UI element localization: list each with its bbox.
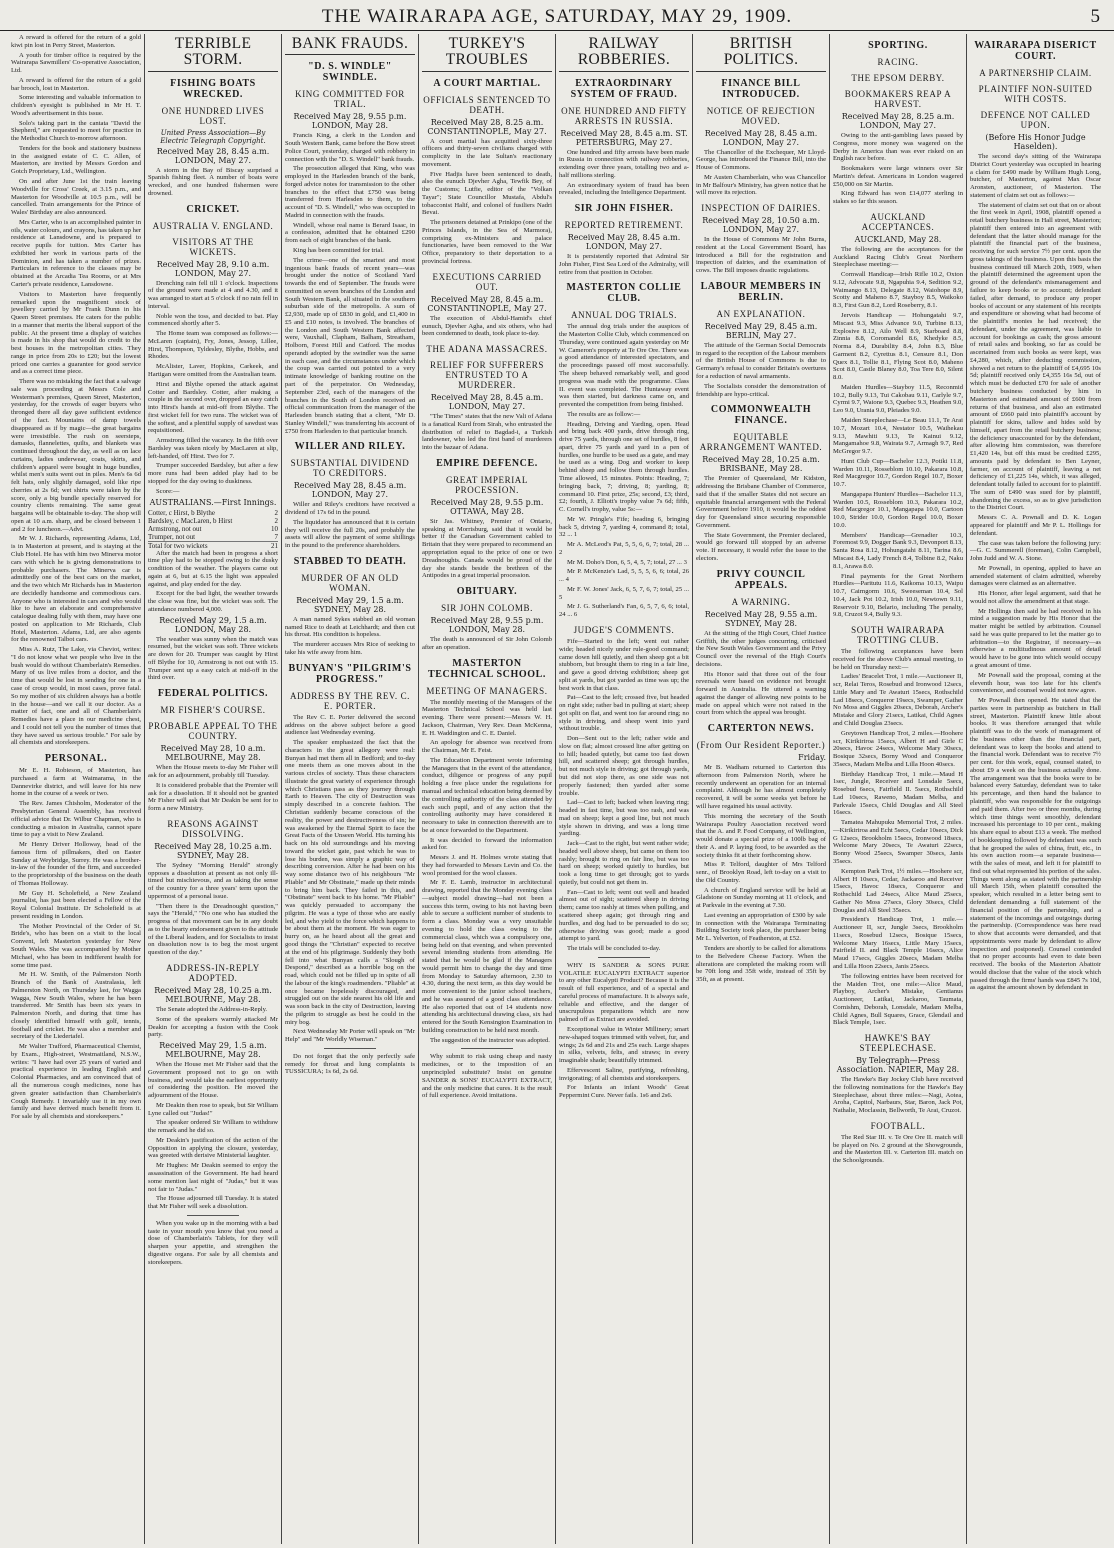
dateline: Received May 28, 9.55 a.m. SYDNEY, May 28.	[704, 609, 818, 628]
paragraph: His Honor said that three out of the four reversals were based on evidence not brought forward in Australia. He uttered a warning against the danger of allowing new points to be made on appeal which were not raised in the court from which the appeal was brought.	[696, 670, 826, 717]
dateline: Received May 28, 10.25 a.m. BRISBANE, May 28.	[702, 455, 820, 474]
advertisement: Why submit to risk using cheap and nasty medicines, or to the imposition of an unprincipled substitute? Insist on genuine SANDER & SONS' EUCALYPTI EXTRACT, and the only medicine that cures. It is the result of full experience. Avoid imitations.	[422, 1053, 552, 1100]
paragraph: The Chancellor of the Exchequer, Mr Lloyd-George, has introduced the Finance Bill, into the House of Commons.	[696, 148, 826, 172]
paragraph: Jack—Cast to the right, but went rather wide; headed well above sheep, but came on them too rashly; brought to ring on fair line, but was too hard on sheep; worked quietly to hurdles, but took a long time to get through; got to yards quietly, but could not get them in.	[559, 840, 689, 886]
subheading: SIR JOHN COLOMB.	[441, 603, 533, 614]
paragraph: The Premier of Queensland, Mr Kidston, addressing the Brisbane Chamber of Commerce, said that if the smaller States did not secure an equitable financial arrangement with the Federal Government before 1910, it would be the oddest day for Queensland since securing responsible Government.	[696, 475, 826, 529]
headline: TURKEY'S TROUBLES	[422, 36, 552, 72]
paragraph: Members' Handicap—Grenadier 10.3, Foremost 9.9, Dogger Bank 9.3, Devonport 8.13, Santa Rosa 8.12, Hohungatahi 8.11, Tarina 8.6, Miscast 8.4, Lady French 8.4, Tolbine 8.2, Naku 8.1, Arawa 8.0.	[833, 531, 963, 570]
paragraph: The attitude of the German Social Democrats in regard to the reception of the Labour members of the British House of Commons is due to Germany's refusal to consider Britain's overtures for a reduction of naval armaments.	[696, 341, 826, 381]
batsman: Trumper, not out	[148, 532, 196, 541]
paragraph: It was decided to forward the information asked for.	[422, 836, 552, 852]
paragraph: The Senate adopted the Address-in-Reply.	[156, 1006, 268, 1013]
dateline: United Press Association—By Electric Telegraph Copyright.	[160, 128, 266, 145]
paragraph: When the House meets to-day Mr Fisher will ask for an adjournment, probably till Tuesday.	[148, 764, 278, 779]
subheading: GREAT IMPERIAL PROCESSION.	[446, 474, 528, 495]
dateline: Received May 28, 8.45 a.m. ST. PETERSBURG, May 27.	[560, 128, 688, 147]
subheading: KING COMMITTED FOR TRIAL.	[295, 89, 405, 110]
subheading: RELIEF FOR SUFFERERS ENTRUSTED TO A MURDERER.	[429, 360, 545, 391]
paragraph: The State Government, the Premier declared, would go forward till stopped by an adverse vote. If necessary, it would refer the issue to the electors.	[696, 531, 826, 562]
result-line: Mr A. McLeod's Pat, 5, 5, 6, 6, 7; total, 28 ... 2	[559, 541, 689, 556]
paragraph: Five Hadjis have been sentenced to death, also the eunuch Djevher Agha, Tewfik Bey, of the Customs; Lutfie, editor of the "Volkan Tayar"; State Councillor Mustafa, Abdul's tobacconist Halif, and colonel of fusiliers Nadri Bevai.	[422, 170, 552, 217]
score-row	[148, 533, 278, 541]
paragraph: Greytown Handicap Trot, 2 miles.—Hoohere scr, Kirikiriroa 15secs, Albert H and Girle C 20secs, Havoc 24secs, Welcome Mary 30secs, Bosique 32secs, Borny Wood and Conqueror 35secs, Madam Melba and Lilla Hoon 40secs.	[833, 729, 963, 768]
paragraph: The trials will be concluded to-day.	[567, 945, 661, 953]
subheading: EXTRAORDINARY SYSTEM OF FRAUD.	[570, 77, 678, 100]
paragraph: Noble won the toss, and decided to bat. Play commenced shortly after 5.	[148, 312, 278, 328]
paragraph: The results are as follow:—	[567, 410, 641, 418]
paragraph: A man named Sykes stabbed an old woman named Rice to death at Leichhardt; and then cut his throat. His condition is hopeless.	[285, 615, 415, 639]
paragraph: Willer and Riley's creditors have received a dividend of 17s 6d in the pound.	[285, 501, 415, 517]
score-row	[148, 525, 278, 533]
subheading: EQUITABLE ARRANGEMENT WANTED.	[699, 432, 823, 453]
paragraph: Owing to the anti-gambling laws passed by Congress, more money was wagered on the Derby in America than was ever risked on an English race before.	[833, 132, 963, 163]
subheading: OBITUARY.	[456, 586, 518, 598]
dateline: Received May 28, 8.45 a.m. LONDON, May 27.	[567, 233, 681, 252]
paragraph: Bookmakers were large winners over Sir Martin's defeat. Americans in London wagered £50,000 on Sir Martin.	[833, 165, 963, 188]
paragraph: This morning the secretary of the South Wairarapa Poultry Association received word that the A. and P. Food Company, of Wellington, would donate a special prize of a 100lb bag of their A. and P. laying food, to be awarded as the society thinks fit at their forthcoming show.	[696, 812, 826, 859]
paragraph: It is considered probable that the Premier will ask for a dissolution. If it should not be granted Mr Fisher will ask that Mr Deakin be sent for to form a new Ministry.	[148, 781, 278, 813]
subheading: FISHING BOATS WRECKED.	[170, 77, 256, 100]
subheading: REPORTED RETIREMENT.	[564, 220, 684, 231]
paragraph: Mr Henry Driver Holloway, head of the famous firm of pillmakers, died on Easter Sunday at Weybridge, Surrey. He was a brother-in-law of the founder of the firm, and succeeded to the proprietorship of the business on the death of Thomas Holloway.	[11, 841, 141, 887]
paragraph: A court martial has acquitted sixty-three officers and thirty-seven civilians charged with complicity in the late Sultan's reactionary movement.	[422, 137, 552, 168]
headline: BANK FRAUDS.	[285, 36, 415, 55]
subheading: SUBSTANTIAL DIVIDEND TO CREDITORS.	[290, 458, 410, 479]
dateline: Received May 29, 1.5 a.m. LONDON, May 28.	[159, 615, 267, 634]
divider	[598, 957, 650, 958]
dateline: Received May 28, 8.25 a.m. LONDON, May 27.	[841, 112, 955, 130]
dateline: Received May 28, 8.45 a.m. LONDON, May 27.	[430, 393, 544, 412]
paragraph: Mr Hollings then said he had received in his mind a suggestion made by His Honor that the matter might be settled by arbitration. Counsel said he was quite prepared to let the matter go to arbitration—to the Registrar, if necessary—as otherwise a multitudinous amount of detail would have to be gone into which would occupy a great amount of time.	[970, 607, 1101, 669]
subheading: THE ADANA MASSACRES.	[426, 344, 548, 355]
paragraph: The execution of Abdul-Hamid's chief eunuch, Djevher Agha, and six others, who had been condemned to death, took place to-day.	[422, 314, 552, 338]
masthead-title: THE WAIRARAPA AGE, SATURDAY, MAY 29, 1909.	[321, 6, 793, 27]
paragraph: The speaker emphasized the fact that the characters in the great allegory were real: Bunyan had met them all in Bedford; and to-day one meets them as one moves about in the various circles of society. Thus these characters illustrate the great variety of experience through which Christians pass as they journey through Earth to Heaven. The city of Destruction was simply described in a concrete fashion. The Christian suddenly became conscious of the reality, the power and destructiveness of sin; he was awakened by the Eternal Spirit to face the Great Facts of the Unseen World. His turning his back on his old surroundings and his moving toward the wicket gate, past which he was to lose his burden, was simply a graphic way of describing conversion. After he had been on his way some distance two of his neighbours "Mr Pliable" and Mr Obstinate," made up their minds to bring him back. They failed in this, and "Obstinate" went back to his home. "Mr Pliable" was quickly persuaded to accompany the pilgrim. He was a type of those who are easily led, and who yield to the force which happens to be about them at the moment. He was eager to hurry on, as he heard about all the great and good things the "Christian" expected to receive at the end of his pilgrimage. Suddenly they both fell into what Bunyan calls a "Slough of Despond," described as a horrible bog on the road, which could not be filled up in spite of all the labour of the king's roadmenders. "Pliable" at once became hopelessly discouraged, and struggled out on the side nearest his old life and was soon back in the city of Destruction, leaving the pilgrim to struggle as best he could in the miry bog.	[285, 739, 415, 1026]
paragraph: Francis King, a clerk in the London and South Western Bank, came before the Bow street Police Court, yesterday, charged with robbery in connection with the "D. S. Windell" bank frauds.	[285, 132, 415, 163]
subheading: JUDGE'S COMMENTS.	[573, 624, 675, 635]
dateline: Received May 28, 9.55 p.m. LONDON, May 28.	[430, 616, 544, 635]
paragraph: The Home team was composed as follows:—McLaren (captain), Fry, Jones, Jessop, Lillee, Hirst, Thompson, Tyldesley, Blythe, Hobbs, and Rhodes.	[148, 330, 278, 361]
subheading: FINANCE BILL INTRODUCED.	[721, 77, 801, 100]
subheading: EMPIRE DEFENCE.	[436, 457, 538, 469]
divider	[324, 1048, 376, 1049]
advertisement: Exceptional value in Winter Millinery; smart new-shaped toques trimmed with velvet, fur, and wings; 2s 6d and 21s and 25s each. Large shapes in silks, velvets, felts, and straws; in every imaginable shade; beautifully trimmed.	[559, 1025, 689, 1065]
subheading: (From Our Resident Reporter.)	[696, 740, 826, 751]
paragraph: Trumper succeeded Bardsley, but after a few more runs had been added play had to be stopped for the day owing to duskiness.	[148, 462, 278, 485]
score-row	[148, 517, 278, 525]
paragraph: Last evening an appropriation of £300 by sale in connection with the Wairarapa Terminating Building Society took place, the purchaser being Mr L. Yelverton, of Featherston, at £52.	[696, 911, 826, 943]
subheading: THE EPSOM DERBY.	[851, 73, 945, 83]
score-heading: Score:—	[156, 487, 180, 495]
paragraph: The statement of claim set out that on or about the first week in April, 1908, plaintiff opened a retail butchery business in Hall street, Masterton; plaintiff then entered into an agreement with defendant that the latter should manage for the plaintiff the financial part of the business, receiving for such service 7½ per cent. upon the gross takings of the business. Upon this basis the business continued till March 20th, 1909, when the plaintiff determined the agreement upon the ground of the defendant's mismanagement and failure to keep books or to account; defendant failed, after demand, to produce any proper books of account or any statement of his receipts and expenditure or showing what had become of the plaintiff's monies he had received; the defendant, under the agreement, was liable to account for bookings as cash; the gross amount of retail sales and booking, so far as could be ascertained from such books as were kept, was £4,280, which, after deducting commission, showed a net return to the plaintiff of £4,695 10s 5d; plaintiff received only £4,355 16s 5d, out of which must be deducted £70 for sale of another butchery business conducted by him in Masterton and estimated amount of £600 from returns of that business, and also an estimated amount of £660 paid into plaintiff's account by plaintiff for skins, tallow and hides sold by himself, apart from the retail butchery business; the deficiency unaccounted for by the defendant, after allowing him commission, was therefore £1,420 14s, but off this must be credited £295, amounts paid by defendant to Ben Leyner, farmer, on account of plaintiff, leaving a net deficiency of £1,225 14s, which, it was alleged, defendant totally failed to account for to plaintiff. The sum of £490 was sued for by plaintiff, abandoning the excess, so as to give jurisdiction to the District Court.	[970, 201, 1101, 512]
paragraph: Hunt Club Cup—Bachelor 12.3, Potiki 11.8, Warden 10.11, Rosseblom 10.10, Pakarara 10.8, Red Macgregor 10.7, Gordon Regel 10.7, Boxer 10.7.	[833, 457, 963, 489]
advertisement: Do not forget that the only perfectly safe remedy for throat and lung complaints is TUSSICURA; 1s 6d, 2s 6d.	[285, 1052, 415, 1076]
paragraph: The crime—one of the smartest and most ingenious bank frauds of recent years—was brought under the notice of Scotland Yard towards the end of September. The frauds were committed on seven branches of the London and South Western Bank, all situated in the southern suburban side of the metropolis. A sum of £2,930, made up of £830 in gold, and £1,400 in £5 and £10 notes, is involved. The branches of the London and South Western Bank affected were, Vauxhall, Clapham, Balham, Streatham, Holborn, Forest Hill and Catford. The modus operandi adopted by the swindler was the same in each case, and the circumstances under which the coup was carried out pointed to a very intimate knowledge of banking routine on the part of the perpetrator. On Wednesday, September 23rd, each of the managers of the branches in the South of London received an official communication from the manager of the Harlesden branch stating that a client, "Mr D. Stanley Windell," was transferring his account of £750 from Harlesden to that particular branch.	[285, 256, 415, 435]
paragraph: President's Handicap Trot, 1 mile.—Auctioneer II, scr, Jungle 3secs, Brookholm 11secs, Rosebud 12secs, Bosique 15secs, Welcome Mary 16secs, Little Mary 15secs, Fairfield II. and Black Temple 16secs, Alice Maud 17secs, Giggles 20secs, Madam Melba and Lilla Hoon 22secs, Janis 25secs.	[833, 916, 963, 970]
paragraph: Mr Walter Trafford, Pharmaceutical Chemist, by Exam., High-street, Westmaitland, N.S.W., writes: "I have had over 25 years of varied and practical experience in leading English and Colonial Pharmacies, and am convinced that of all the numerous cough medicines, none has given greater satisfaction than Chamberlain's Cough Remedy. I invariably use it in my own family and have derived much benefit from it. For sale by all chemists and storekeepers."	[11, 1043, 141, 1121]
paragraph: Mr Deakin then rose to speak, but Sir William Lyne called out "Judas!"	[148, 1101, 278, 1117]
subheading: BUNYAN'S "PILGRIM'S PROGRESS."	[288, 662, 412, 685]
headline: TERRIBLE STORM.	[148, 36, 278, 72]
paragraph: The House adjourned till Tuesday. It is stated that Mr Fisher will seek a dissolution.	[148, 1195, 278, 1211]
paragraph: Miss A. Rutz, The Lake, via Cheviot, writes: "I do not know what we people who live in the bush would do without Chamberlain's Remedies. Many of us live miles from a doctor, and the time that would be lost in sending for one in a case of croup would, in most cases, prove fatal. So my mother of six children always has a bottle in the house—and we call it our doctor. As a matter of fact, one and all of Chamberlain's Remedies have a place in our medicine chest, and I could not tell you the number of times that they have saved us serious trouble." For sale by all chemists and storekeepers.	[11, 646, 141, 747]
score-title: AUSTRALIANS.—First Innings.	[149, 497, 277, 507]
paragraph: The prosecution alleged that King, who was employed in the Harlesden branch of the bank, forged advice notes for transmission to the other branches to the effect that £750 was being transferred from Harlesden to them, to the account of "D. S. Windell," who was occupied in Madrid in connection with the frauds.	[285, 165, 415, 219]
paragraph: A reward is offered for the return of a gold bar brooch, lost in Masterton.	[11, 76, 141, 92]
dateline: Received May 28, 10.25 a.m. SYDNEY, May 28.	[154, 841, 272, 860]
paragraph: The Education Department wrote informing the Managers that in the event of the attendance, conduct, diligence or progress of any pupil holding a free place under the regulations for manual and technical education being deemed by the controlling authority of the class attended by each such pupil, and of any action that the controlling authority may have considered it necessary to take in connection therewith are to be at once forwarded to the Department.	[422, 756, 552, 834]
batsman: Armstrong, not out	[148, 524, 202, 533]
paragraph: Mr E. H. Robieson, of Masterton, has purchased a farm at Waimarama, in the Dannevirke district, and will leave for his new home in the course of a week or two.	[11, 767, 141, 798]
score-row	[148, 509, 278, 517]
subheading: AUSTRALIA V. ENGLAND.	[152, 220, 274, 231]
subheading: PRIVY COUNCIL APPEALS.	[716, 568, 806, 591]
subheading: INSPECTION OF DAIRIES.	[701, 203, 821, 214]
subheading: SIR JOHN FISHER.	[574, 203, 674, 215]
dateline: Received May 28, 8.45 a.m. LONDON, May 27.	[704, 128, 818, 147]
paragraph: The Rev C. E. Porter delivered the second address on the above subject before a good audience last Wednesday evening.	[285, 713, 415, 737]
subheading: AUCKLAND ACCEPTANCES.	[861, 211, 935, 232]
advertisement: When you wake up in the morning with a bad taste in your mouth you know that you need a dose of Chamberlain's Tablets, for they will sharpen your appetite, and strengthen the digestive organs. For sale by all chemists and storekeepers.	[148, 1219, 278, 1266]
paragraph: The Socialists consider the demonstration of friendship are hypo-critical.	[696, 382, 826, 398]
masthead	[0, 0, 1114, 31]
dateline: Received May 28, 10.50 a.m. LONDON, May 27.	[702, 216, 820, 235]
dateline: Received May 28, 8.45 a.m. LONDON, May 27.	[156, 146, 270, 165]
subheading: A COURT MARTIAL.	[433, 77, 541, 89]
local-notes	[11, 34, 141, 747]
dateline: Received May 28, 8.45 a.m. LONDON, May 27.	[293, 481, 407, 500]
paragraph: His Honor, after legal argument, said that he would not allow the amendment at that stage.	[970, 590, 1101, 605]
paragraph: Windell, whose real name is Berard Isaac, in a confession, admitted that he obtained £290 from each of eight branches of the bank.	[285, 221, 415, 245]
subheading: EXECUTIONS CARRIED OUT.	[432, 271, 542, 292]
paragraph: Heading, Driving and Yarding, open. Head and bring back 400 yards, drive through ring, drive 75 yards, through one set of hurdles, 8 feet apart, drive 75 yards and yard in a pen of hurdles, one hurdle to be used as a gate, and may be used as a wing. Dog and worker to keep behind sheep and follow them through hurdles. Time allowed, 15 minutes. Points: Heading, 7; bringing back, 7; driving, 8; yarding, 8; command 10. First prize, 25s; second, £3; third, £2; fourth, J. Elliott's trophy value 7s 6d; fifth, C. Cornell's trophy, value 5s:—	[559, 420, 689, 514]
paragraph: Ladies' Bracelet Trot, 1 mile.—Auctioneer II, scr, Relai Teros, Rosebud and Ironwood 12secs, Little Mary and Te Awaturi 15secs, Rothschild Lad 18secs, Conqueror 19secs, Swamper, Gather No Moss and Giggles 20secs, Deborah, Archer's Mistake and Glory 21secs, Latikai, Child Agnes and Child Douglas 23secs.	[833, 673, 963, 727]
paragraph: Messrs J. and H. Holmes wrote stating that they had forwarded to Messrs Levin and Co. the wool promised for the wool classes.	[422, 854, 552, 877]
subheading: AN EXPLANATION.	[716, 308, 806, 319]
paragraph: A storm in the Bay of Biscay surprised a Spanish fishing fleet. A number of boats were wrecked, and one hundred fishermen were drowned.	[148, 166, 278, 197]
subheading: OFFICIALS SENTENCED TO DEATH.	[423, 94, 551, 115]
paragraph: At the sitting of the High Court, Chief Justice Griffith, the other judges concurring, criticised the New South Wales Government and the Privy Council over the reversal of the High Court's decisions.	[696, 629, 826, 668]
dateline: Received May 28, 10 a.m. MELBOURNE, May 28.	[160, 744, 266, 763]
paragraph: Some interesting and valuable information to children's eyesight is published in Mr H. T. Wood's advertisement in this issue.	[11, 94, 141, 117]
paragraph: Mr W. J. Richards, representing Adams, Ltd, is in Masterton at present, and is staying at the Club Hotel. He has with him two Minerva motor cars with which he is giving demonstrations to probable purchasers. The Minerva car is admittedly one of the best cars on the market, and the two which Mr Richards has in Masterton are decidedly handsome and commodious cars. Anyone who is interested in cars and who would like to have an elaborate and comprehensive catalogue dealing fully with them, may have one posted on application to Mr Richards, Club Hotel, Masterton. Adams, Ltd, are also agents for the renowned Talbot cars.	[11, 535, 141, 644]
column-2	[145, 34, 282, 1544]
paragraph: One hundred and fifty arrests have been made in Russia in connection with railway robberies, extending over three years, totalling two and a-half millions sterling.	[559, 148, 689, 179]
paragraph: Mrs Carter, who is an accomplished painter in oils, water colours, and crayons, has taken up her residence at Lansdowne, and is prepared to receive pupils for tuition. Mrs Carter has exhibited her work in various parts of the Dominion, and has taken a number of prizes. Particulars in reference to the classes may be obtained at the Arcadia Tea Rooms, or at Mrs Carter's private residence, Lansdowne.	[11, 218, 141, 288]
divider	[461, 1048, 513, 1049]
paragraph: Cornwall Handicap—Irish Rifle 10.2, Oxton 9.12, Advocate 9.8, Ngapuhia 9.4, Sedition 9.2, Waimango 8.13, Delegate 8.12, Waiohope 8.9, Scotty and Maheno 8.7, Stayboy 8.5, Waikoko 8.3, First Gun 8.2, Lord Roseberry, 8.1.	[833, 271, 963, 310]
paragraph: Some of the speakers warmly attacked Mr Deakin for accepting a fusion with the Cook party.	[148, 1015, 278, 1039]
paragraph: Don—Sent out to the left; rather wide and slow on flat; almost crossed line after getting on to hill; headed quietly, but came too fast down hill, and scattered sheep; got through hurdles, but not much style in driving; got through yards, but did not stop there, as one side was not properly fastened; then yarded after some trouble.	[559, 735, 689, 797]
paragraph: After the match had been in progress a short time play had to be stopped owing to the dusky condition of the weather. The players came out again at 6, but at 6.15 the light was appealed against, and play ended for the day.	[148, 549, 278, 588]
paragraph: On and after June 1st the train leaving Woodville for Cross' Creek, at 3.15 p.m., and Masterton for Woodville at 10.5 p.m., will be cancelled. Train arrangements for the Prince of Wales' Birthday are also announced.	[11, 178, 141, 217]
paragraph: Mr Guy H. Scholefield, a New Zealand journalist, has just been elected a Fellow of the Royal Colonial Institute. Dr Scholefield is at present residing in London.	[11, 889, 141, 920]
paragraph: The monthly meeting of the Managers of the Masterton Technical School was held last evening. There were present:—Messrs W. H. Jackson, Chairman, Very Rev. Dean McKenna, E. H. Waddington and C. E. Daniel.	[422, 698, 552, 737]
paragraph: An apology for absence was received from the Chairman, Mr E. Feist.	[422, 739, 552, 755]
dateline: Friday.	[798, 753, 826, 763]
column-8	[967, 34, 1104, 1544]
paragraph: The suggestion of the instructor was adopted.	[430, 1036, 550, 1044]
paragraph: Lad—Cast to left; backed when leaving ring; headed in fast time, but was too rash, and was mad on sheep; kept a good line, but not much style shown in driving, and was a long time yarding.	[559, 799, 689, 838]
headline: RAILWAY ROBBERIES.	[559, 36, 689, 72]
subheading: FEDERAL POLITICS.	[157, 688, 269, 700]
score-table	[148, 509, 278, 550]
result-line: Mr J. G. Sutherland's Fan, 6, 5, 7, 6, 6; total, 24 ... 6	[559, 603, 689, 619]
paragraph: Mr Pownall said the proposal, coming at the eleventh hour, was too late for his client's convenience, and counsel would not now agree.	[970, 671, 1101, 695]
paragraph: Mangapapa Hunters' Hurdles—Bachelor 11.3, Warden 10.5, Rosseblom 10.3, Pakarara 10.2, Red Macgregor 10.1, Mangapapa 10.0, Cartoon 10.0, Strider 10.0, Gordon Regel 10.0, Boxer 10.0.	[833, 490, 963, 529]
subheading: CARTERTON NEWS.	[707, 723, 815, 735]
paragraph: A reward is offered for the return of a gold kiwi pin lost in Perry Street, Masterton.	[11, 34, 141, 49]
batsman: Cotter, c Hirst, b Blythe	[148, 508, 215, 517]
score-row	[148, 541, 278, 550]
subheading: CRICKET.	[186, 203, 240, 215]
subheading: MASTERTON TECHNICAL SCHOOL.	[427, 657, 546, 680]
total-label: Total for two wickets	[148, 541, 208, 550]
paragraph: Mr Austen Chamberlain, who was Chancellor in Mr Balfour's Ministry, has given notice that he will move its rejection.	[696, 173, 826, 197]
paragraph: Maiden Hurdles—Stayboy 11.5, Reconmid 10.2, Bully 9.13, Tui Cakobau 9.11, Carlyle 9.7, Cyrmi 9.7, Waione 9.3, Quebec 9.3, Heathen 9.0, Leo 9.0, Urania 9.0, Pleiades 9.0.	[833, 383, 963, 415]
result-line: Mr F. W. Jones' Jack, 6, 5, 7, 6, 7; total, 25 ... 5	[559, 585, 689, 601]
paragraph: Fan—Cast to left; went out well and headed almost out of sight; scattered sheep in driving them; came too rashly at times when pulling, and scattered sheep again; got through ring and hurdles, and dog had to be persuaded to do so; otherwise driving was good; made a good attempt to yard.	[559, 888, 689, 943]
paragraph: The Sydney "Morning Herald" strongly opposes a dissolution at present as not only ill-timed but mischievous, and as taking the sense of the country for a three years' term upon the uppermost of a personal issue.	[148, 861, 278, 900]
paragraph: The Mother Provincial of the Order of St. Bride's, who has been on a visit to the local Convent, left Masterton yesterday for New South Wales. She was accompanied by Mother Michael, who has been in indifferent health for some time past.	[11, 922, 141, 969]
paragraph: The death is announced of Sir John Colomb after an operation.	[422, 636, 552, 651]
subheading: DEFENCE NOT CALLED UPON.	[980, 110, 1091, 130]
paragraph: The speaker ordered Sir William to withdraw the remark and he did so.	[148, 1119, 278, 1135]
paragraph: Armstrong filled the vacancy. In the fifth over Bardsley was taken nicely by MacLaren at slip, left-handed, off Hirst. Two for 7.	[148, 437, 278, 460]
subheading: HAWKE'S BAY STEEPLECHASE.	[859, 1033, 937, 1054]
paragraph: Pat—Cast to the left; crossed five, but headed on right side; rather bad in pulling at start; sheep got split on flat, and went too far around ring; no style in driving, and sheep went into yard without trouble.	[559, 694, 689, 733]
paragraph: Hirst and Blythe opened the attack against Cotter and Bardsley. Cotter, after making a couple in the second over, dropped an easy catch into Hirst's hands at mid-off from Blythe. The first wicket fell for two runs. The wicket was of the softest, and a plentiful supply of sawdust was requisitioned.	[148, 380, 278, 435]
paragraph: There was no mistaking the fact that a salvage sale was proceeding at Messrs Cole and Westerman's premises, Queen Street, Masterton, yesterday, for the crowds of eager buyers who thronged there all day gave sufficient evidence of the fact. Mountains of damp towels disappeared as if by magic—the great bargains were irresistible. The rush on seersteps, damasks, flannelettes, quilts, and blankets was continued throughout the day, as well as on lace curtains, ladies underwear, coats, skirts, and children's apparel were bought in huge bundles, whilst men's suits went out in piles. Men's 6s 6d felt hats, only slightly damaged, sold like ripe cherries at 2s 6d; wet shirts were taken by the score, only a big bundle specially reserved for country clients remaining. The same great bargains will be obtainable to-day. The shop will open at 10 a.m. sharp, and be closed between 1 and 2 for luncheon.—Advt.	[11, 378, 141, 533]
runs: 10	[271, 524, 278, 533]
subheading: SOUTH WAIRARAPA TROTTING CLUB.	[851, 625, 945, 646]
paragraph: The Red Star III. v. Te Ore Ore II. match will be played on No. 2 ground at the Showgrounds, and the Masterton III. v. Carterton III. match on the Schoolgrounds.	[833, 1133, 963, 1165]
runs: 2	[274, 508, 278, 517]
subheading: REASONS AGAINST DISSOLVING.	[167, 818, 259, 839]
personal-heading: PERSONAL.	[44, 753, 108, 765]
dateline: By Telegraph—Press Association. NAPIER, May 28.	[836, 1056, 960, 1075]
subheading: LABOUR MEMBERS IN BERLIN.	[700, 280, 822, 303]
subheading: RACING.	[877, 57, 919, 67]
paragraph: The following entries have been received for the Maiden Trot, one mile:—Alice Maud, Playboy, Archer's Mistake, Gentianus Auctioneer, Latikai, Jackaroo, Taumata, Cornishm, Deborah, Lonsdale, Madam Melba, Child Agnes, Bull Squares, Grace, Glendail and Black Temple, 1sec.	[833, 972, 963, 1027]
paragraph: Fife—Started to the left; went out rather wide; headed nicely under rule-good command; came down hill quietly, and then sheep got a bit stubborn, but brought them to ring in a fair line, and gave a good driving exhibition; sheep got split at yards, but got yarded as time was up; the best work in that class.	[559, 637, 689, 692]
column-5	[556, 34, 693, 1544]
column-3	[282, 34, 419, 1544]
dateline: Received May 29, 1.5 a.m. SYDNEY, May 28.	[296, 595, 404, 614]
headline: SPORTING.	[868, 40, 928, 51]
paragraph: A youth for timber office is required by the Wairarapa Sawmillers' Co-operative Association, Ltd.	[11, 51, 141, 75]
paragraph: Solo's taking part in the cantata "David the Shepherd," are requested to meet for practice in the Methodist Church to-morrow afternoon.	[11, 119, 141, 143]
headline: WAIRARAPA DISERICT COURT.	[974, 40, 1097, 62]
paragraph: Miss P. Telford, daughter of Mrs Telford senr., of Brooklyn Road, left to-day on a visit to the Old Country.	[696, 861, 826, 884]
paragraph: The weather was sunny when the match was resumed, but the wicket was soft. Three wickets are down for 20. Trumper was caught by Hirst off Blythe for 10, Armstrong is not out with 15. Trumper sent up a easy catch at mid-off in the third over.	[148, 635, 278, 682]
paragraph: The prisoners detained at Prinkipo (one of the Princes Islands, in the Sea of Marmora), comprising ex-Ministers and palace functionaries, have been removed to the War Office, preparatory to their deportation to a provincial fortress.	[422, 219, 552, 266]
dateline: AUCKLAND, May 28.	[854, 234, 942, 244]
subheading: ADDRESS-IN-REPLY ADOPTED.	[166, 963, 260, 983]
paragraph: "The Times" states that the new Vali of Adana is a fanatical Kurd from Sirah, who entrusted the distribution of relief to Bagdad-i, a Turkish landowner, who led the first band of murderers into the bazaar of Adana.	[422, 413, 552, 452]
subheading: ANNUAL DOG TRIALS.	[570, 310, 678, 321]
subheading: MR FISHER'S COURSE.	[160, 705, 266, 716]
paragraph: The case was taken before the following jury:—G. C. Summerell (foreman), Colin Campbell, John Judd and W. A. Stone.	[970, 539, 1101, 563]
paragraph: King has been committed for trial.	[293, 246, 384, 254]
paragraph: Maiden Steeplechase—Le Beau 11.1, Te Arai 10.7, Mozart 10.4, Nestator 10.5, Waihekau 9.13, Mawhiti 9.13, Te Kainui 9.12, Mangamahoe 9.8, Wairata 9.7, Armagh 9.7, Red McGregor 9.7.	[833, 416, 963, 456]
dateline: Received May 28, 9.10 a.m. LONDON, May 27.	[156, 259, 270, 278]
paragraph: Sir Jas. Whitney, Premier of Ontario, speaking at Morrisburg, said that it would be better if the Canadian Government cabled to Britain that they were prepared to recommend an appropriation equal to the price of one or two Dreadnoughts. Canada would be proud of the day she stands beside the brethren of the Antipodes in a great imperial procession.	[422, 517, 552, 580]
paragraph: Drenching rain fell till 1 o'clock. Inspections of the ground were made at 4 and 4.30, and it was arranged to start at 5 o'clock if no rain fell in interval.	[148, 279, 278, 310]
columns	[8, 34, 1106, 1544]
paragraph: An extraordinary system of fraud has been revealed, including the Intelligence Department.	[559, 181, 689, 197]
subheading: A WARNING.	[731, 596, 791, 607]
runs: 2	[274, 516, 278, 525]
divider	[187, 1215, 239, 1216]
advertisement: WHY IS SANDER & SONS PURE VOLATILE EUCALYPTI EXTRACT superior to any other Eucalypti Product? Because it is the result of full experience, and of a special and careful process of manufacture. It is always safe, reliable and effective, and the danger of unscrupulous preparations which are now palmed off as Extract are avoided.	[559, 961, 689, 1024]
dateline: Received May 28, 8.25 a.m. CONSTANTINOPLE, May 27.	[427, 117, 547, 136]
subheading: BOOKMAKERS REAP A HARVEST.	[844, 89, 952, 109]
total-runs: 21	[271, 541, 278, 550]
subheading: ONE HUNDRED AND FIFTY ARRESTS IN RUSSIA.	[561, 105, 687, 126]
paragraph: The murderer accuses Mrs Rice of seeking to take his wife away from him.	[285, 641, 415, 657]
paragraph: Mr B. Wadham returned to Carterton this afternoon from Palmerston North, where he recently underwent an operation for an internal complaint. Although he has almost completely recovered, it will be some weeks yet before he will have regained his usual activity.	[696, 764, 826, 810]
subheading: ONE HUNDRED LIVES LOST.	[161, 105, 265, 126]
advertisement: Effervescent Saline, purifying, refreshing, invigorating; of all chemists and storekeepers.	[559, 1066, 689, 1082]
paragraph: "Then there is the Dreadnought question," says the "Herald," "No one who has studied the progress of that movement can be in any doubt as to the hearty endorsement given to the attitude of the Liberal leaders, and for Socialists to insist on dissolution now is to beg the most urgent question of the day."	[148, 902, 278, 957]
subheading: FOOTBALL.	[870, 1120, 926, 1131]
paragraph: Tenders are shortly to be called for alterations to the Belvedere Cheese Factory. When the alterations are completed the making room will be 70ft long and 35ft wide, instead of 35ft by 35ft, as at present.	[696, 945, 826, 984]
paragraph: Mr Pownall then opened. He stated that the parties were in partnership as butchers in Hall street, Masterton. Plaintiff knew little about books. It was therefore arranged that while plaintiff was to do the work of management of the business other than the financial part, defendant was to keep the books and attend to the financial work. Defendant was to receive 7½ per cent. for this work, equal, counsel stated, to about £9 a week on the business actually done. The arrangement was that the books were to be balanced every Saturday, defendant was to take his percentage, and then hand the balance to plaintiff, who was responsible for the outgoings and paid them. After two or three months, during which time things went smoothly, defendant increased his percentage to 10 per cent., making his share equal to about £13 a week. The method of bookkeeping followed by defendant was such that he grouped the sales of china, fruit, etc., in his own auction room—a separate business—with the sales of meat, and left it for plaintiff to find out what represented his portion of the sales. Things went along as stated with the partnership till March 15th, when plaintiff consulted the speaker, which resulted in a letter being sent to defendant demanding a full statement of the financial position of the partnership, and a statement of the incomings and outgoings during the partnership. (Correspondence was here read to show that accounts were demanded, and that appointments were made by defendant to allow inspection and postponed). Counsel contended that no proper accounts had even to date been received. The books of the Masterton Abattoir would disclose that the value of the stock which passed through the firms' hands was £845 7s 10d, as against the amount shown by defendant in	[970, 697, 1101, 992]
dateline: (Before His Honor Judge Haselden).	[985, 133, 1086, 151]
batsman: Bardsley, c MacLaren, b Hirst	[148, 516, 233, 525]
paragraph: Kempton Park Trot, 1½ miles.—Hoohere scr, Albert H 10secs, Cedar, Jackaroo and Receiver 15secs, Havoc 18secs, Conqueror and Rothschild Lad 24secs, Alice Maud 25secs, Gather No Moss 27secs, Glory 30secs, Child Douglas and All Steel 35secs.	[833, 867, 963, 914]
headline: BRITISH POLITICS.	[696, 36, 826, 72]
dateline: Received May 29, 1.5 a.m. MELBOURNE, May 28.	[159, 1041, 267, 1060]
runs: 7	[274, 532, 278, 541]
subheading: NOTICE OF REJECTION MOVED.	[706, 105, 816, 126]
subheading: "D. S. WINDLE" SWINDLE.	[308, 61, 392, 84]
column-6	[693, 34, 830, 1544]
result-line: Mr P. McKenzie's Lad, 5, 5, 5, 6, 6; total, 26 ... 4	[559, 568, 689, 584]
column-4	[419, 34, 556, 1544]
paragraph: In the House of Commons Mr John Burns, resident at the Local Government Board, has introduced a Bill for the registration and inspection of dairies, and the examination of cows. The Bill imposes drastic regulations.	[696, 236, 826, 275]
paragraph: Next Wednesday Mr Porter will speak on "Mr Help" and "Mr Worldly Wiseman."	[285, 1028, 415, 1044]
paragraph: Mr Hughes: Mr Deakin seemed to enjoy the assassination of the Government. He had heard some mention last night of "Judas," but it was not fair to "Judas."	[148, 1162, 278, 1193]
page-number: 5	[1090, 6, 1100, 27]
dateline: Received May 28, 9.55 p.m. LONDON, May 28.	[293, 112, 407, 131]
paragraph: McAlister, Laver, Hopkins, Carkeek, and Hartigan were omitted from the Australian team.	[148, 363, 278, 379]
paragraph: Mr Pownall, in opening, applied to have an amended statement of claim admitted, whereby damages were claimed as an alternative.	[970, 564, 1101, 588]
paragraph: Messrs C. A. Pownall and D. K. Logan appeared for plaintiff and Mr P. L. Hollings for defendant.	[970, 514, 1101, 537]
subheading: COMMONWEALTH FINANCE.	[710, 404, 812, 427]
subheading: VISITORS AT THE WICKETS.	[172, 236, 254, 257]
paragraph: Mr H. W. Smith, of the Palmerston North Branch of the Bank of Australasia, left Palmerston North, on Thursday last, for Wagga Wagga, New South Wales, where he has been transferred. Mr Smith has been six years in Palmerston North, and during that time has closely identified himself with golf, tennis, football and cricket. He was also a member and secretary of the Liedertafel.	[11, 971, 141, 1041]
paragraph: It is persistently reported that Admiral Sir John Fisher, First Sea Lord of the Admiralty, will retire from that position in October.	[559, 253, 689, 276]
paragraph: Mr Deakin's justification of the action of the Opposition in applying the closure, yesterday, was greeted with derisive Ministerial laughter.	[148, 1136, 278, 1160]
paragraph: The annual dog trials under the auspices of the Masterton Collie Club, which commenced on Thursday, were continued again yesterday on Mr W. Cameron's property at Te Ore Ore. There was a good attendance of interested spectators, and the proceedings passed off most successfully. The sheep behaved remarkably well, and good progress was made with the programme. Class II. event was completed. The Huntaway event was then started, but darkness came on, and prevented the competition from being finished.	[559, 323, 689, 409]
result-line: Mr M. Doho's Don, 6, 5, 4, 5, 7; total, 27 ... 3	[567, 558, 687, 566]
paragraph: The second day's sitting of the Wairarapa District Court yesterday was occupied in hearing a claim for £490 made by William Hugh Long, butcher, of Masterton, against Max Oscar Aronsten, auctioneer, of Masterton. The statement of claim set out as follows:—	[970, 153, 1101, 199]
paragraph: Mr F. E. Lamb, instructor in architectural drawing, reported that the Monday evening class—subject model drawing—had not been a success this term, owing to his not having been able to secure a sufficient number of students to form a class. Monday was a very unsuitable evening to hold the class owing to the commercial class, which was a compulsory one, being held on that evening, and when prevented several intending students from attending. He stated that he would be glad if the Managers would permit him to change the day and time from Monday to Saturday afternoon, 2.30 to 4.30, during the next term, as this day would be more convenient to the junior school teachers, and he was assured of a good class attendance. He also reported that out of 14 students now attending his architectural drawing class, six had entered for the South Kensington Examination in building construction to be held next month.	[422, 879, 552, 1034]
paragraph: A church of England service will be held at Gladstone on Sunday morning at 11 o'clock, and at Parkvale in the evening at 7.30.	[696, 886, 826, 910]
subheading: PROBABLE APPEAL TO THE COUNTRY.	[148, 721, 278, 742]
dateline: Received May 28, 10.25 a.m. MELBOURNE, May 28.	[154, 986, 272, 1004]
subheading: ADDRESS BY THE REV. C. E. PORTER.	[289, 690, 411, 711]
paragraph: Except for the bad light, the weather towards the close was fine, but the wicket was soft. The attendance numbered 4,000.	[148, 590, 278, 613]
dateline: Received May 28, 9.55 p.m. OTTAWA, May 28.	[430, 497, 544, 516]
subheading: STABBED TO DEATH.	[293, 555, 407, 567]
column-7	[830, 34, 967, 1544]
paragraph: The Rev. James Chisholm, Moderator of the Presbyterian General Assembly, has received official advice that Dr. Wilbur Chapman, who is conducting a mission in Australia, cannot spare time to pay a visit to New Zealand.	[11, 800, 141, 839]
subheading: A PARTNERSHIP CLAIM.	[979, 68, 1092, 78]
paragraph: Jervois Handicap — Hohungatahi 9.7, Miscast 9.3, Miss Advance 9.0, Turbine 8.13, Explosive 8.12, Ailo Well 8.9, Starboard 8.8, Zinnia 8.8, Coromandel 8.6, Khedyke 8.5, Norma 8.4, Durability 8.4, John 8.3, Blue Garment 8.2, Cyrettus 8.1, Censure 8.1, Don Quex 8.1, Tollie 8.1, Flying Scot 8.0, Maheno Scot 8.0, Castle Blaney 8.0, Toa Tere 8.0, Silent 8.0.	[833, 312, 963, 382]
paragraph: Tenders for the book and stationery business in the assigned estate of C. C. Allen, of Masterton, are invited by Messrs Gordon and Gotch Proprietary, Ltd., Wellington.	[11, 144, 141, 176]
result-line: Mr W. Pringle's Fife; heading 6, bringing back 5, driving 7, yarding 4, command 8; total, 32 ... 1	[559, 515, 689, 539]
paragraph: King Edward has won £14,077 sterling in stakes so far this season.	[833, 190, 963, 206]
dateline: Received May 28, 8.45 a.m. CONSTANTINOPLE, May 27.	[427, 294, 547, 313]
dateline: Received May 29, 8.45 a.m. BERLIN, May 27.	[704, 321, 818, 340]
paragraph: Visitors to Masterton have frequently remarked upon the magnificent stock of jewellery carried by Mr Frank Dunn in his Queen Street premises. He caters for the public in a manner that merits the liberal support of the public. At the present time a display of watches is made in his shop that would do credit to the best houses in the metropolitan cities. They range in price from 20s to £20; but the lowest priced one carries a guarantee for good service and as a correct time piece.	[11, 290, 141, 376]
paragraph: Birthday Handicap Trot, 1 mile.—Maud H 1sec, Jungle, Receiver and Lonsdale 5secs, Rosebud 6secs, Fairfield II. 5secs, Rothschild Lad 10secs, Raweno, Madam Melba, and Parkvale 15secs, Child Douglas and All Steel 16secs.	[833, 770, 963, 817]
paragraph: The Hawke's Bay Jockey Club have received the following nominations for the Hawke's Bay Steeplechase, about three miles:—Nagi, Aotea, Aroha, Capitol, Narbaurs, Star, Baron, Jack Pot, Nathalie, Moclassin, Bellworth, Te Arai, Cruzot.	[833, 1076, 963, 1115]
subheading: MURDER OF AN OLD WOMAN.	[301, 572, 399, 593]
paragraph: The following acceptances have been received for the above Club's annual meeting, to be held on Thursday next:—	[833, 648, 963, 671]
subheading: MASTERTON COLLIE CLUB.	[566, 282, 682, 305]
paragraph: When the House met Mr Fisher said that the Government proposed not to go on with business, and would take the earliest opportunity of considering the position. He moved the adjournment of the House.	[148, 1061, 278, 1100]
paragraph: The liquidator has announced that it is certain they will receive the full 20s, and probably the assets will allow the payment of some shillings in the pound to the preference shareholders.	[285, 518, 415, 550]
subheading: WILLER AND RILEY.	[294, 441, 406, 453]
subheading: PLAINTIFF NON-SUITED WITH COSTS.	[978, 84, 1093, 104]
subheading: MEETING OF MANAGERS.	[426, 685, 548, 696]
advertisement: For Infants an infant Woods' Great Peppermint Cure. Never fails. 1s6 and 2s6.	[559, 1084, 689, 1100]
paragraph: Final payments for the Great Northern Hurdles—Paritutu 11.6, Kaikoma 10.13, Waipu 10.7, Cairngorm 10.6, Sweeseman 10.4, Sol 10.4, Jack Pot 10.2, Irish 10.0, Newtown 9.11, Reservoir 9.10, Belario, including The penalty, 9.8, Cruzot 9.4, Bully 9.3.	[833, 572, 963, 619]
paragraph: Tamatea Mahupuku Memorial Trot, 2 miles.—Kirikiriroa and Echt 5secs, Cedar 10secs, Dick G 12secs, Brookholm 15secs, Ironwood 18secs, Welcome Mary 20secs, Te Awaturi 22secs, Bonny Wood 25secs, Swamper 30secs, Janis 35secs.	[833, 819, 964, 866]
column-1	[8, 34, 145, 1544]
paragraph: The following are the acceptances for the Auckland Racing Club's Great Northern Steeplechase meeting:—	[833, 245, 963, 269]
